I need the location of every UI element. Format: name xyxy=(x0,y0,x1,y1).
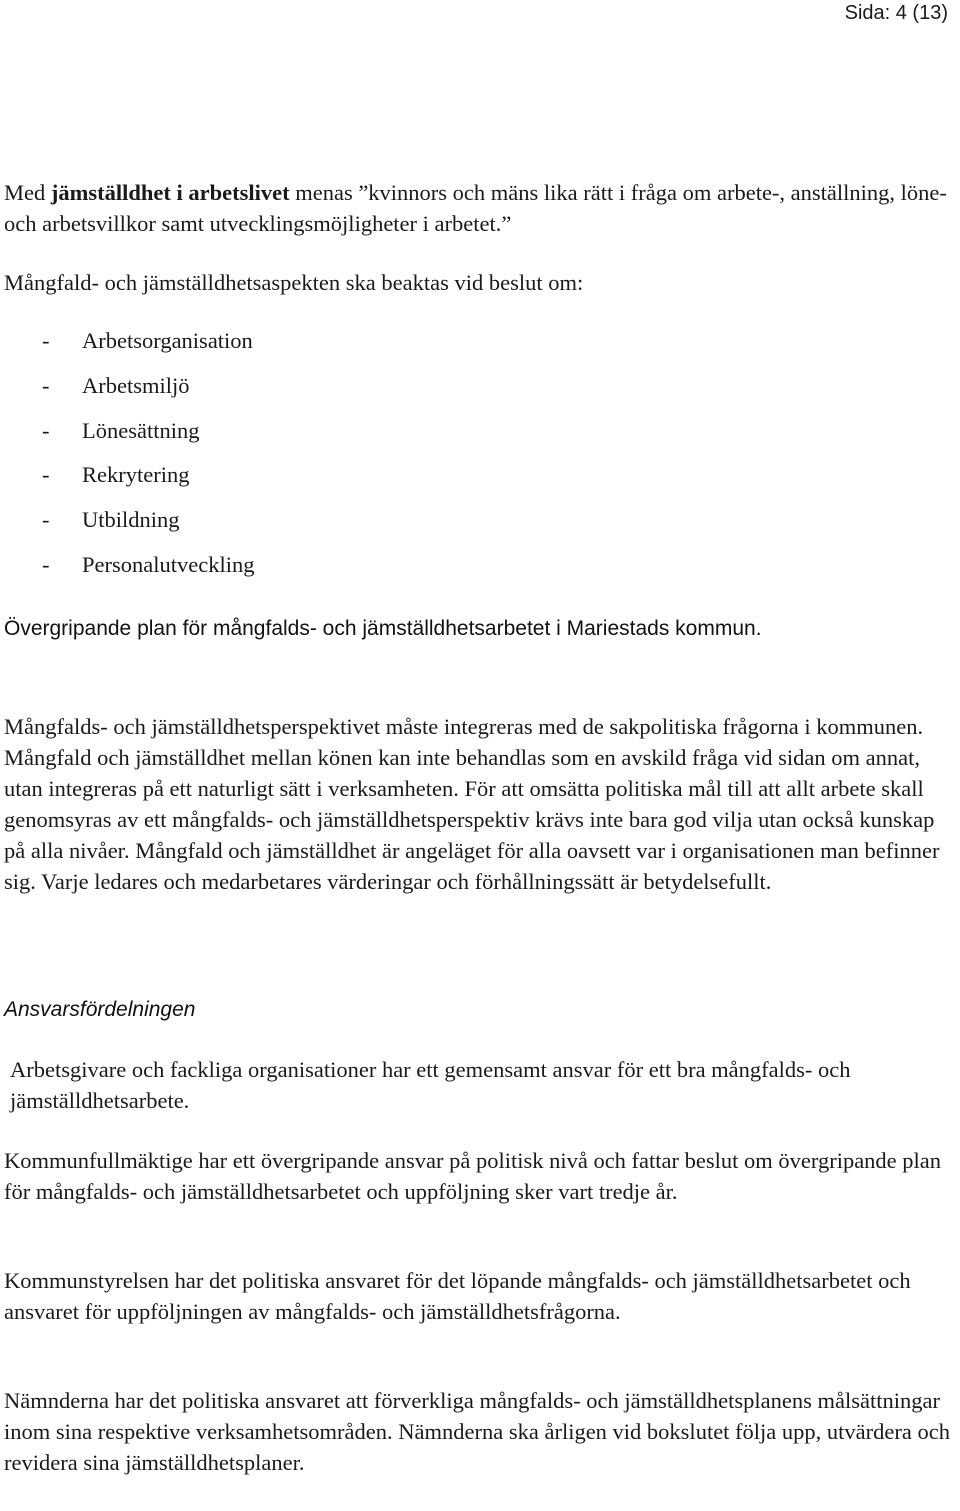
list-item-label: Arbetsmiljö xyxy=(82,372,190,398)
list-item-label: Rekrytering xyxy=(82,462,190,488)
list-item xyxy=(4,415,254,460)
list-item-label: Personalutveckling xyxy=(82,551,255,577)
list-item xyxy=(4,549,254,594)
intro-paragraph xyxy=(4,177,950,239)
list-item xyxy=(4,325,254,370)
list-item xyxy=(4,459,254,504)
aspects-list xyxy=(4,325,254,594)
bullet-dash: - xyxy=(42,551,50,577)
bullet-dash: - xyxy=(42,507,50,533)
bullet-dash: - xyxy=(42,462,50,488)
intro-prefix: Med xyxy=(4,180,51,205)
bullet-dash: - xyxy=(42,328,50,353)
plan-heading: Övergripande plan för mångfalds- och jämställdhetsarbetet i Mariestads kommun. xyxy=(4,617,762,640)
aspects-lead: Mångfald- och jämställdhetsaspekten ska beaktas vid beslut om: xyxy=(4,270,584,295)
ansvar-paragraph-committees: Nämnderna har det politiska ansvaret att förverkliga mångfalds- och jämställdhetsplanens målsättningar inom sina respektive verksamhetsområden. Nämnderna ska årligen vid bokslutet följa upp, utvärdera och revidera sina jämställdhetsplaner. xyxy=(4,1388,950,1475)
plan-paragraph: Mångfalds- och jämställdhetsperspektivet måste integreras med de sakpolitiska frågorna i kommunen. Mångfald och jämställdhet mellan könen kan inte behandlas som en avskild fråga vid sidan om annat, utan integreras på ett naturligt sätt i verksamheten. För att omsätta politiska mål till att allt arbete skall genomsyras av ett mångfalds- och jämställdhetsperspektiv krävs inte bara god vilja utan också kunskap på alla nivåer. Mångfald och jämställdhet är angeläget för alla oavsett var i organisationen man befinner sig. Varje ledares och medarbetares värderingar och förhållningssätt är betydelsefullt. xyxy=(4,714,940,894)
ansvar-paragraph-board: Kommunstyrelsen har det politiska ansvaret för det löpande mångfalds- och jämställdhetsarbetet och ansvaret för uppföljningen av mångfalds- och jämställdhetsfrågorna. xyxy=(4,1268,911,1324)
bullet-dash: - xyxy=(42,417,50,443)
bullet-dash: - xyxy=(42,372,50,398)
ansvar-paragraph-council: Kommunfullmäktige har ett övergripande ansvar på politisk nivå och fattar beslut om övergripande plan för mångfalds- och jämställdhetsarbetet och uppföljning sker vart tredje år. xyxy=(4,1148,942,1204)
list-item xyxy=(4,370,254,415)
intro-suffix: menas ”kvinnors och mäns lika rätt i fråga om arbete-, anställning, löne- och arbetsvillkor samt utvecklingsmöjligheter i arbetet.” xyxy=(4,180,947,236)
ansvar-paragraph-employers: Arbetsgivare och fackliga organisationer har ett gemensamt ansvar för ett bra mångfalds- och jämställdhetsarbete. xyxy=(10,1057,851,1113)
page-number: Sida: 4 (13) xyxy=(844,2,948,24)
list-item-label: Lönesättning xyxy=(82,417,200,443)
list-item xyxy=(4,504,254,549)
list-item-label: Utbildning xyxy=(82,507,180,533)
list-item-label: Arbetsorganisation xyxy=(82,328,253,353)
ansvar-heading: Ansvarsfördelningen xyxy=(4,998,196,1021)
intro-bold-term: jämställdhet i arbetslivet xyxy=(50,180,290,205)
